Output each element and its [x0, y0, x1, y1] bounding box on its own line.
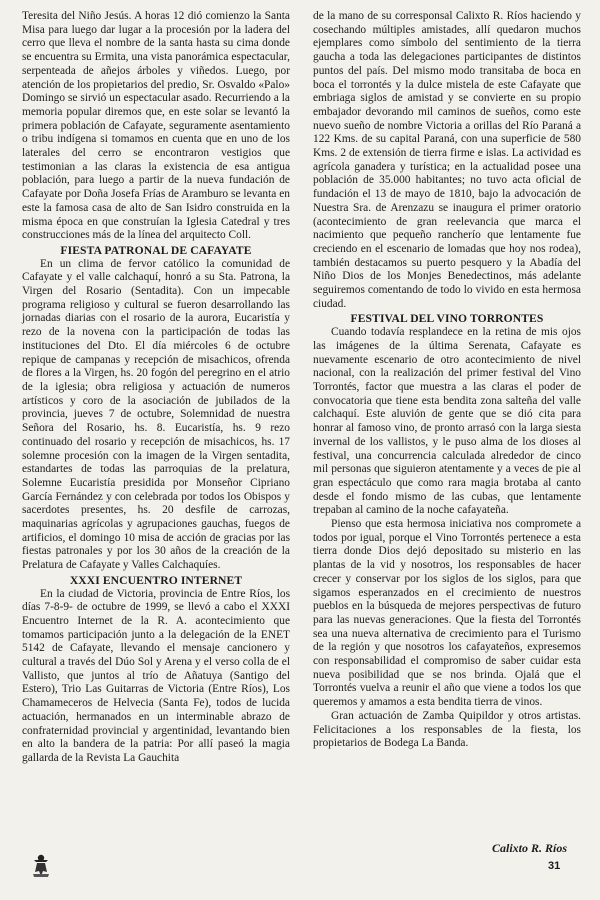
right-paragraph-3: Pienso que esta hermosa iniciativa nos compromete a todos por igual, porque el Vino Torrontés pertenece a esta tierra donde Dios dejó depositado su misterio en las plantas de la vid y nosotros, los responsables de hacer crecer y conservar por los siglos de los siglos, para que sigamos esperanzados en el crecimiento de nuestros pueblos en la búsqueda de mejores perspectivas de futuro para las nuevas generaciones. Que la fiesta del Torrontés sea una nueva alternativa de crecimiento para el Turismo de la región y que nosotros los cafayateños, expresemos con responsabilidad el compromiso de saber cuidar esta nueva posibilidad que se nos brinda. Ojalá que el Torrontés vuelva a reunir el año que viene a todos los que queremos y amamos a esta bendita tierra de vinos. [313, 518, 581, 709]
left-column [22, 10, 290, 766]
right-column [313, 10, 581, 751]
gaucho-emblem-icon [30, 852, 52, 878]
heading-encuentro-internet: XXXI ENCUENTRO INTERNET [69, 573, 243, 587]
left-paragraph-2: En un clima de fervor católico la comunidad de Cafayate y el valle calchaquí, honró a su Sta. Patrona, la Virgen del Rosario (Sentadita). Con un impecable programa religioso y cultural se fueron desarrollando las jornadas diarias con el rosario de la aurora, Eucaristía y rezo de la novena con la participación de todas las instituciones del Dto. El día miércoles 6 de octubre repique de campanas y recepción de misachicos, ofrenda de flores a la Virgen, hs. 20 fogón del peregrino en el atrio de la iglesia; obra religiosa y actuación de numeros artísticos y coro de la asociación de jubilados de la provincia, jueves 7 de octubre, Solemnidad de nuestra Señora del Rosario, hs. 8. Eucaristía, hs. 9 rezo continuado del rosario y recepción de misachicos, hs. 17 solemne procesión con la imagen de la Virgen sentadita, estandartes de todas las parroquias de la prelatura, Solemne Eucaristía presidida por Monseñor Cipriano García Fernández y con celebrada por todos los Obispos y sacerdotes presentes, hs. 20 desfile de carrozas, maquinarias agrícolas y agrupaciones gauchas, fuegos de artificios, el domingo 10 misa de acción de gracias por las fiestas patronales y por los 30 años de la creación de la Prelatura de Cafayate y Valles Calchaquíes. [22, 257, 290, 572]
page-number: 31 [548, 860, 561, 872]
heading-festival-vino: FESTIVAL DEL VINO TORRONTES [350, 312, 544, 326]
left-paragraph-3: En la ciudad de Victoria, provincia de Entre Ríos, los días 7-8-9- de octubre de 1999, se llevó a cabo el XXXI Encuentro Internet de la R. A. acontecimiento que tomamos participación junto a la delegación de la ENET 5142 de Cafayate, llevando el mensaje cancionero y cultural a través del Dúo Sol y Arena y el verso colla de el Vallisto, que juntos al trío de Añatuya (Santigo del Estero), Trio Las Guitarras de Victoria (Entre Ríos), Los Chamameceros de Helvecia (Santa Fe), todos de lucida actuación, hermanados en un interminable abrazo de confraternidad provincial y argentinidad, levantando bien en alto la bandera de la patria: Por allí paseó la magia gallarda de la Revista La Gauchita [22, 587, 290, 764]
author-signature: Calixto R. Ríos [492, 841, 568, 855]
right-paragraph-4: Gran actuación de Zamba Quipildor y otros artistas. Felicitaciones a los responsables de la fiesta, los propietarios de Bodega La Banda. [313, 709, 581, 750]
right-paragraph-2: Cuando todavía resplandece en la retina de mis ojos las imágenes de la última Serenata, Cafayate es nuevamente escenario de otro acontecimiento de nivel nacional, con la realización del primer festival del Vino Torrontés, factor que muestra a las claras el poder de convocatoria que tiene esta bendita zona salteña del valle calchaquí. Este aluvión de gente que se dió cita para honrar al famoso vino, de pronto arrasó con la larga siesta invernal de los vallistos, y le puso alma de los dioses al festival, una concurrencia calculada alrededor de cinco mil personas que siguieron atentamente y a veces de pie al gran espectáculo que como rara magia brotaba al canto desde el fondo mismo de las cubas, que lentamente trepaban al camino de la noche cafayateña. [313, 326, 581, 517]
left-paragraph-1: Teresita del Niño Jesús. A horas 12 dió comienzo la Santa Misa para luego dar lugar a la procesión por la ladera del cerro que lleva el nombre de la santa hasta su cima donde se encuentra su Ermita, una vista panorámica espectacular, serpenteada de añejos árboles y viñedos. Luego, por atención de los propietarios del predio, Sr. Osvaldo «Palo» Domingo se sirvió un espectacular asado. Recurriendo a la memoria popular diremos que, en este solar se levantó la primera población de Cafayate, seguramente asentamiento o tribu indígena si tomamos en cuenta que en uno de los laterales del cerro se encontraron vestigios que testimonian a las claras la existencia de esa antigua población, para luego a partir de la nueva fundación de Cafayate por Doña Josefa Frías de Aramburo se levanta en este la famosa casa de alto de San Isidro construida en la misma época en que construían la Iglesia Catedral y tres construcciones más de la línea del arquitecto Coll. [22, 10, 290, 242]
right-paragraph-1: de la mano de su corresponsal Calixto R. Ríos haciendo y cosechando múltiples amistades, allí quedaron muchos ejemplares como símbolo del sentimiento de la tierra gaucha a toda las delegaciones participantes de distintos puntos del país. Del mismo modo transitaba de boca en boca el torrontés y la dulce mistela de este Cafayate que embriaga siglos de amistad y se convierte en su propio embajador devorando mil caminos de sueños, como este nuevo sueño de nombre Victoria a orillas del Río Paraná a 122 Kms. de su capital Paraná, con una superficie de 580 Kms. 2 de extensión de tierra firme e islas. La actividad es agrícola ganadera y turística; en la actualidad posee una población de 35.000 habitantes; no tuvo acta oficial de fundación el 13 de mayo de 1810, bajo la advocación de Nuestra Sra. de Arenzazu se inaugura el primer oratorio (acontecimiento de gran reelevancia que marca el nacimiento que pequeño rancherío que lentamente fue creciendo en el escenario de lomadas que hoy nos rodea), también destacamos su puerto pesquero y la Abadía del Niño Dios de los Monjes Benedectinos, más adelante seguiremos comentando de todo lo vivido en esta hermosa ciudad. [313, 10, 581, 310]
heading-fiesta-patronal: FIESTA PATRONAL DE CAFAYATE [60, 243, 252, 257]
